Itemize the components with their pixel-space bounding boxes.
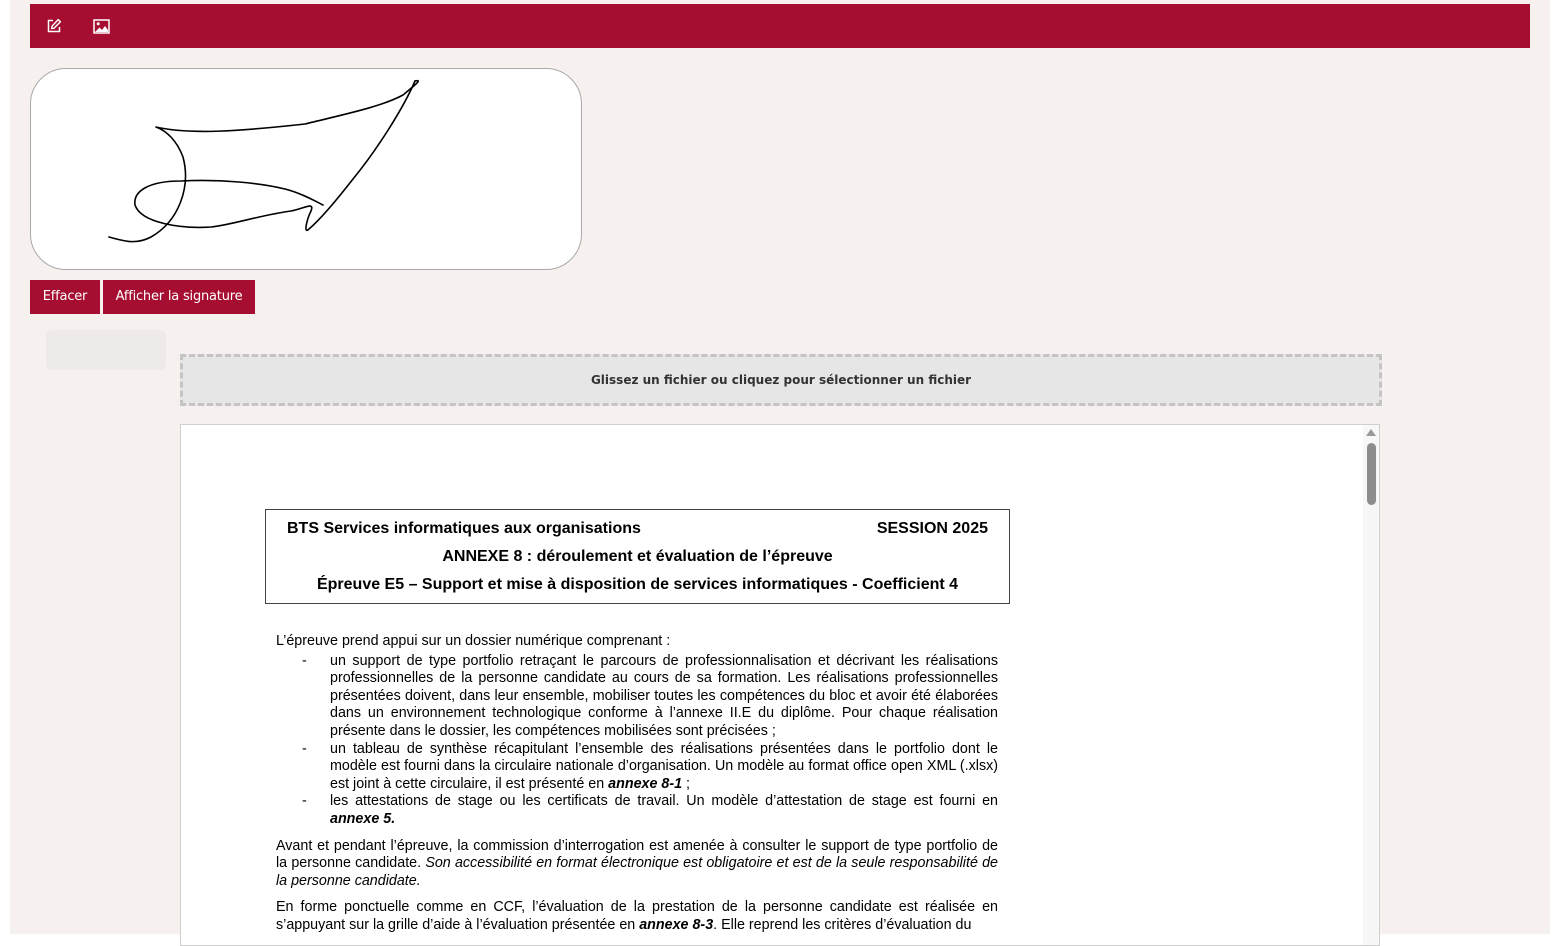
paragraph-portfolio [276,838,998,891]
signature-toolbar [30,4,1530,48]
annex-reference: annexe 8-3 [639,916,714,933]
list-item-text: un tableau de synthèse récapitulant l’ensemble des réalisations présentées dans le portfolio dont le modèle est fourni dans la circulaire nationale d’organisation. Un modèle au format office open XML (.xlsx) est joint à cette circulaire, il est présenté en [330,740,998,792]
edit-icon [46,18,62,34]
dropzone-label: Glissez un fichier ou cliquez pour sélectionner un fichier [590,373,972,387]
requirements-list [276,653,998,829]
annex-reference: annexe 8-1 [608,775,683,792]
exam-title: Épreuve E5 – Support et mise à disposition de services informatiques - Coefficient 4 [316,576,959,593]
list-item-text: les attestations de stage ou les certificats de travail. Un modèle d’attestation de stage est fourni en [330,793,998,810]
intro-paragraph: L’épreuve prend appui sur un dossier numérique comprenant : [276,633,671,649]
signature-drawing [31,69,581,269]
scroll-thumb[interactable] [1367,443,1376,505]
placeholder-box [46,330,166,370]
image-mode-button[interactable] [91,16,111,36]
paragraph-text: En forme ponctuelle comme en CCF, l’évaluation de la prestation de la personne candidate est réalisée en s’appuyant sur la grille d’aide à l’évaluation présentée en [276,899,998,933]
list-item: - un support de type portfolio retraçant le parcours de professionnalisation et décrivant les réalisations professionnelles de la personne candidate au cours de sa formation. Les réalisations professionnelles présentées doivent, dans leur ensemble, mobiliser toutes les compétences du bloc et avoir été élaborées dans un environnement technologique conforme à l’annexe II.E du diplôme. Pour chaque réalisation présente dans le dossier, les compétences mobilisées sont précisées ; [302,652,998,739]
annex-reference: annexe 5. [330,810,396,827]
clear-button[interactable]: Effacer [30,280,100,314]
paragraph-tail: . Elle reprend les critères d’évaluation du [713,916,972,933]
image-icon [93,19,110,34]
signature-canvas[interactable] [30,68,582,270]
paragraph-evaluation [276,899,998,934]
list-item: - les attestations de stage ou les certificats de travail. Un modèle d’attestation de stage est fourni en annexe 5. [302,793,998,827]
paragraph-italic: Son accessibilité en format électronique est obligatoire et est de la seule responsabilité de la personne candidate. [276,855,998,889]
list-item-tail: ; [682,775,691,792]
list-item-text: un support de type portfolio retraçant le parcours de professionnalisation et décrivant les réalisations professionnelles de la personne candidate au cours de sa formation. Les réalisations professionnelles présentées doivent, dans leur ensemble, mobiliser toutes les compétences du bloc et avoir été élaborées dans un environnement technologique conforme à l’annexe II.E du diplôme. Pour chaque réalisation présente dans le dossier, les compétences mobilisées sont précisées ; [330,652,998,739]
document-viewer[interactable] [180,424,1380,946]
document-body [276,633,998,935]
list-item: - un tableau de synthèse récapitulant l’ensemble des réalisations présentées dans le portfolio dont le modèle est fourni dans la circulaire nationale d’organisation. Un modèle au format office open XML (.xlsx) est joint à cette circulaire, il est présenté en annexe 8-1 ; [302,740,998,792]
scroll-up-icon[interactable] [1366,429,1376,436]
viewer-scrollbar[interactable] [1363,425,1379,945]
file-dropzone[interactable] [180,354,1382,406]
program-title: BTS Services informatiques aux organisations [287,520,641,537]
page-background [10,0,1550,934]
paragraph-text: Avant et pendant l’épreuve, la commission d’interrogation est amenée à consulter le support de type portfolio de la personne candidate. [276,837,998,872]
show-signature-button[interactable]: Afficher la signature [103,280,255,314]
document-header-box [265,509,1010,604]
draw-mode-button[interactable] [44,16,64,36]
annex-title: ANNEXE 8 : déroulement et évaluation de l’épreuve [442,548,833,565]
session-label: SESSION 2025 [876,520,988,537]
